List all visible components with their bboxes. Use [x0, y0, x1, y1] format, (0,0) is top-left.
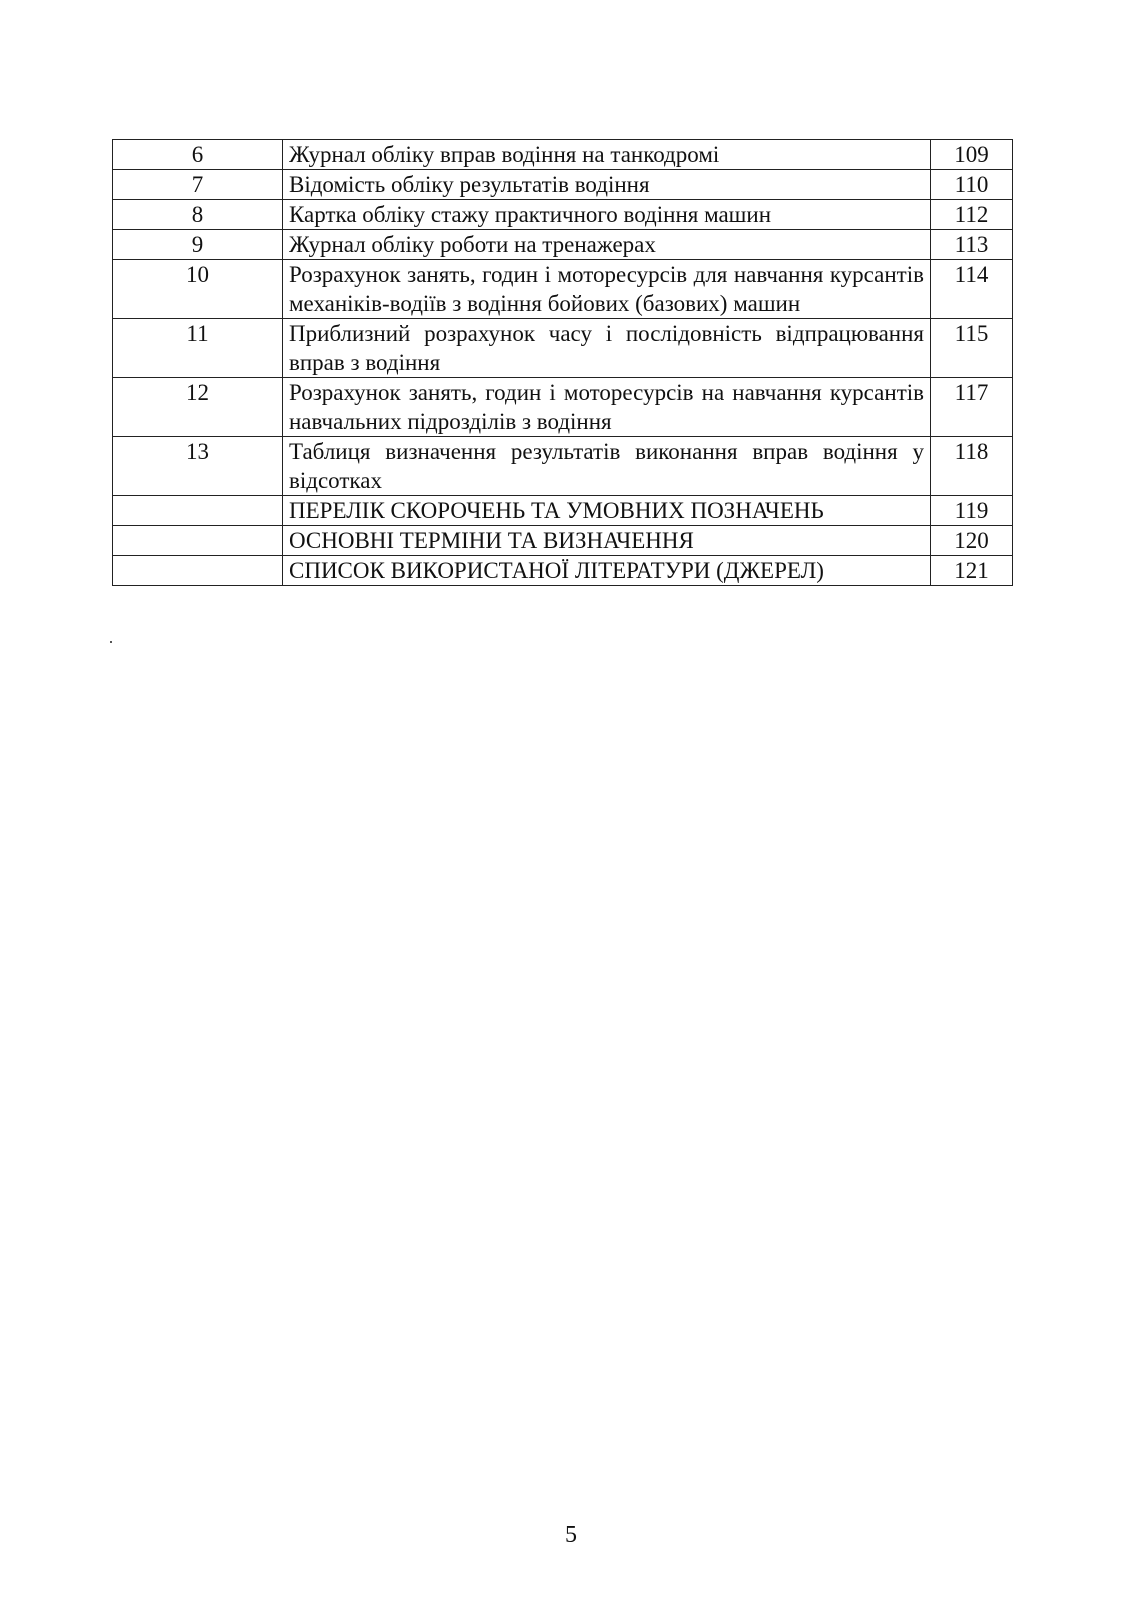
toc-row-number — [113, 496, 283, 526]
toc-row-title: Приблизний розрахунок часу і послідовність відпрацювання вправ з водіння — [283, 319, 931, 378]
toc-row — [113, 556, 1013, 586]
toc-row — [113, 378, 1013, 437]
page-number: 5 — [565, 1522, 577, 1548]
toc-row-number: 9 — [113, 230, 283, 260]
toc-row-number: 8 — [113, 200, 283, 230]
toc-row-page: 119 — [931, 496, 1013, 526]
toc-row-number: 12 — [113, 378, 283, 437]
toc-row — [113, 526, 1013, 556]
stray-dot — [110, 641, 112, 643]
toc-row-page: 113 — [931, 230, 1013, 260]
toc-row-page: 120 — [931, 526, 1013, 556]
toc-row — [113, 437, 1013, 496]
toc-row — [113, 140, 1013, 170]
toc-row-number: 7 — [113, 170, 283, 200]
toc-row — [113, 496, 1013, 526]
toc-row-title: СПИСОК ВИКОРИСТАНОЇ ЛІТЕРАТУРИ (ДЖЕРЕЛ) — [283, 556, 931, 586]
toc-row-page: 110 — [931, 170, 1013, 200]
toc-row-number — [113, 556, 283, 586]
toc-row-title: Журнал обліку вправ водіння на танкодромі — [283, 140, 931, 170]
toc-row-number: 6 — [113, 140, 283, 170]
toc-row-page: 114 — [931, 260, 1013, 319]
toc-row-title: Відомість обліку результатів водіння — [283, 170, 931, 200]
toc-row-page: 112 — [931, 200, 1013, 230]
toc-row-title: Розрахунок занять, годин і моторесурсів для навчання курсантів механіків-водіїв з водіння бойових (базових) машин — [283, 260, 931, 319]
toc-row — [113, 170, 1013, 200]
toc-row-page: 117 — [931, 378, 1013, 437]
toc-row — [113, 200, 1013, 230]
toc-row-title: Журнал обліку роботи на тренажерах — [283, 230, 931, 260]
toc-row-title: Таблиця визначення результатів виконання вправ водіння у відсотках — [283, 437, 931, 496]
toc-row-number: 11 — [113, 319, 283, 378]
toc-row — [113, 260, 1013, 319]
toc-row-title: Розрахунок занять, годин і моторесурсів на навчання курсантів навчальних підрозділів з водіння — [283, 378, 931, 437]
toc-row-page: 115 — [931, 319, 1013, 378]
toc-row-number: 10 — [113, 260, 283, 319]
table-of-contents — [112, 139, 1013, 586]
toc-row-number: 13 — [113, 437, 283, 496]
toc-row-page: 118 — [931, 437, 1013, 496]
toc-row-page: 121 — [931, 556, 1013, 586]
toc-row — [113, 230, 1013, 260]
toc-row-page: 109 — [931, 140, 1013, 170]
toc-row — [113, 319, 1013, 378]
toc-row-number — [113, 526, 283, 556]
toc-row-title: Картка обліку стажу практичного водіння машин — [283, 200, 931, 230]
toc-row-title: ОСНОВНІ ТЕРМІНИ ТА ВИЗНАЧЕННЯ — [283, 526, 931, 556]
toc-row-title: ПЕРЕЛІК СКОРОЧЕНЬ ТА УМОВНИХ ПОЗНАЧЕНЬ — [283, 496, 931, 526]
